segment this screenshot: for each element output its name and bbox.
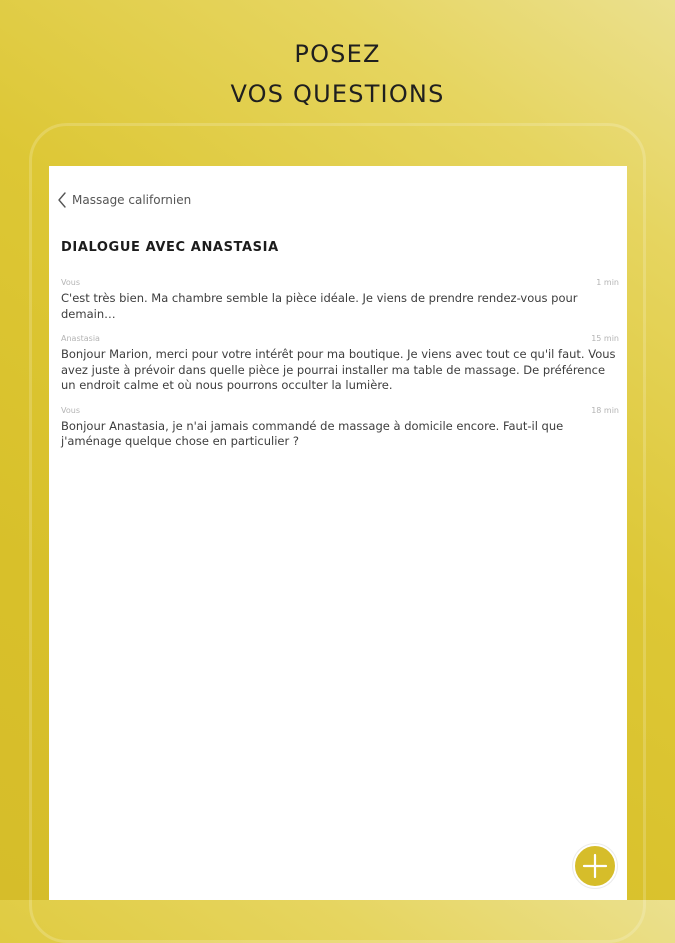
message-author: Vous	[61, 405, 80, 415]
message-meta	[61, 333, 619, 344]
back-button[interactable]	[55, 189, 191, 211]
message-list	[61, 277, 619, 461]
message-time: 1 min	[596, 278, 619, 287]
message-time: 15 min	[591, 334, 619, 343]
message-time: 18 min	[591, 405, 619, 415]
message-text: Bonjour Anastasia, je n'ai jamais commandé de massage à domicile encore. Faut-il que j'aménage quelque chose en particulier ?	[61, 418, 564, 448]
page-title: DIALOGUE AVEC ANASTASIA	[61, 240, 279, 255]
back-button-label: Massage californien	[72, 193, 192, 207]
chevron-left-icon	[55, 190, 71, 210]
message-author: Anastasia	[61, 334, 100, 343]
promo-heading-line-2: VOS QUESTIONS	[230, 80, 445, 108]
promo-heading	[0, 34, 675, 114]
app-screen	[49, 166, 627, 900]
add-message-button[interactable]	[573, 844, 617, 888]
promo-heading-line-1: POSEZ	[294, 40, 381, 68]
message-item	[61, 277, 619, 322]
message-item	[61, 405, 619, 450]
message-meta	[61, 277, 619, 288]
message-item	[61, 333, 619, 394]
message-author: Vous	[61, 278, 80, 287]
message-text: C'est très bien. Ma chambre semble la pièce idéale. Je viens de prendre rendez-vous pour demain…	[61, 291, 578, 321]
message-meta	[61, 405, 619, 416]
message-text: Bonjour Marion, merci pour votre intérêt pour ma boutique. Je viens avec tout ce qu'il faut. Vous avez juste à prévoir dans quelle pièce je pourrai installer ma table de massage. De préférence un endroit calme et où nous pourrons occulter la lumière.	[61, 347, 616, 392]
plus-icon	[575, 846, 615, 886]
